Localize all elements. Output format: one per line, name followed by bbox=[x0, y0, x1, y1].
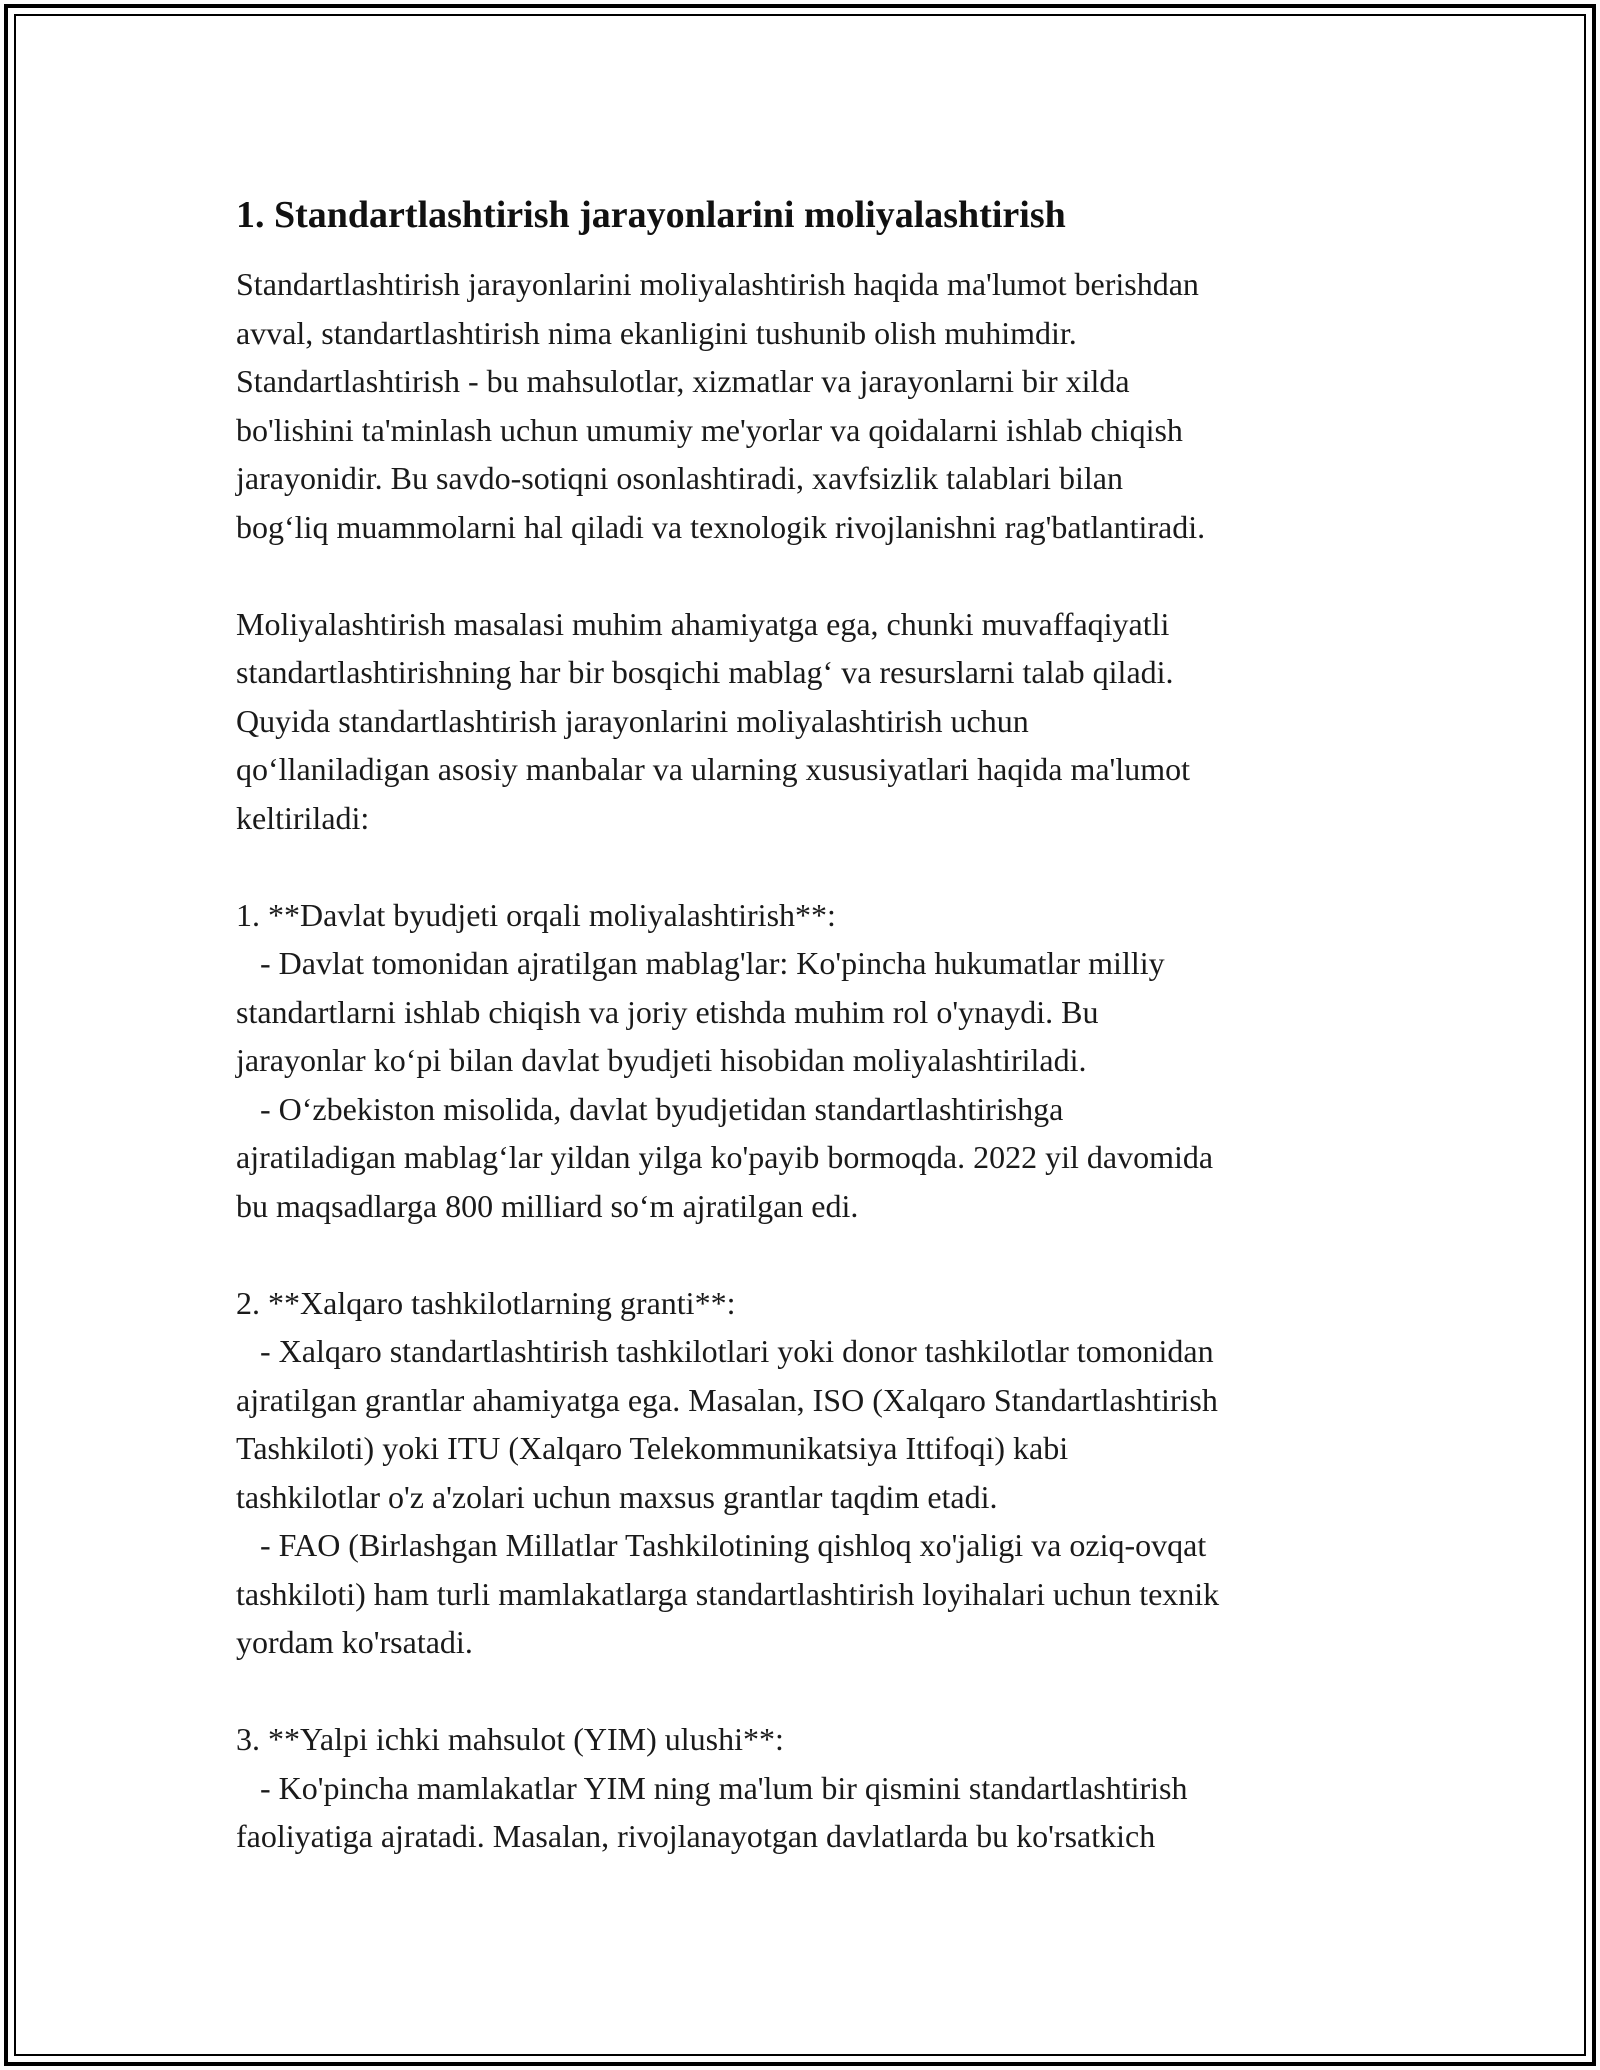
list-item-state-budget bbox=[236, 891, 1376, 1231]
paragraph-spacing bbox=[236, 551, 1376, 600]
text-line: Tashkiloti) yoki ITU (Xalqaro Telekommunikatsiya Ittifoqi) kabi bbox=[236, 1430, 1069, 1466]
text-line: bog‘liq muammolarni hal qiladi va texnologik rivojlanishni rag'batlantiradi. bbox=[236, 508, 1206, 545]
text-line: avval, standartlashtirish nima ekanligini tushunib olish muhimdir. bbox=[236, 314, 1077, 351]
paragraph-spacing bbox=[236, 842, 1376, 891]
text-line: ajratiladigan mablag‘lar yildan yilga ko'payib bormoqda. 2022 yil davomida bbox=[236, 1139, 1214, 1175]
document-title: 1. Standartlashtirish jarayonlarini moliyalashtirish bbox=[236, 194, 1066, 236]
text-line: Standartlashtirish - bu mahsulotlar, xizmatlar va jarayonlarni bir xilda bbox=[236, 363, 1130, 399]
text-line: jarayonlar ko‘pi bilan davlat byudjeti hisobidan moliyalashtiriladi. bbox=[236, 1042, 1087, 1078]
paragraph-funding-importance bbox=[236, 600, 1376, 843]
text-line: yordam ko'rsatadi. bbox=[236, 1624, 473, 1660]
text-line: Moliyalashtirish masalasi muhim ahamiyatga ega, chunki muvaffaqiyatli bbox=[236, 605, 1170, 642]
list-item-heading: 1. **Davlat byudjeti orqali moliyalashtirish**: bbox=[236, 896, 836, 933]
text-line: keltiriladi: bbox=[236, 799, 370, 836]
text-line: qo‘llaniladigan asosiy manbalar va ularning xususiyatlari haqida ma'lumot bbox=[236, 751, 1190, 787]
text-line: - Ko'pincha mamlakatlar YIM ning ma'lum bir qismini standartlashtirish bbox=[236, 1769, 1188, 1806]
text-line: bo'lishini ta'minlash uchun umumiy me'yorlar va qoidalarni ishlab chiqish bbox=[236, 411, 1183, 448]
text-line: - Davlat tomonidan ajratilgan mablag'lar: Ko'pincha hukumatlar milliy bbox=[236, 945, 1165, 981]
text-line: - O‘zbekiston misolida, davlat byudjetidan standartlashtirishga bbox=[236, 1090, 1064, 1127]
paragraph-spacing bbox=[236, 1667, 1376, 1716]
document-body bbox=[236, 186, 1376, 1861]
list-item-international-grants bbox=[236, 1279, 1376, 1667]
text-line: standartlashtirishning har bir bosqichi mablag‘ va resurslarni talab qiladi. bbox=[236, 654, 1174, 690]
list-item-heading: 3. **Yalpi ichki mahsulot (YIM) ulushi**: bbox=[236, 1721, 784, 1757]
text-line: tashkiloti) ham turli mamlakatlarga standartlashtirish loyihalari uchun texnik bbox=[236, 1575, 1220, 1612]
text-line: Standartlashtirish jarayonlarini moliyalashtirish haqida ma'lumot berishdan bbox=[236, 266, 1199, 302]
list-item-heading: 2. **Xalqaro tashkilotlarning granti**: bbox=[236, 1284, 736, 1321]
text-line: standartlarni ishlab chiqish va joriy etishda muhim rol o'ynaydi. Bu bbox=[236, 993, 1099, 1030]
text-line: Quyida standartlashtirish jarayonlarini moliyalashtirish uchun bbox=[236, 702, 1029, 739]
text-line: bu maqsadlarga 800 milliard so‘m ajratilgan edi. bbox=[236, 1187, 859, 1224]
text-line: - FAO (Birlashgan Millatlar Tashkilotining qishloq xo'jaligi va oziq-ovqat bbox=[236, 1527, 1207, 1563]
paragraph-intro bbox=[236, 260, 1376, 551]
text-line: tashkilotlar o'z a'zolari uchun maxsus grantlar taqdim etadi. bbox=[236, 1478, 998, 1515]
list-item-gdp-share bbox=[236, 1715, 1376, 1861]
paragraph-spacing bbox=[236, 1230, 1376, 1279]
text-line: - Xalqaro standartlashtirish tashkilotlari yoki donor tashkilotlar tomonidan bbox=[236, 1333, 1214, 1369]
text-line: jarayonidir. Bu savdo-sotiqni osonlashtiradi, xavfsizlik talablari bilan bbox=[236, 460, 1123, 496]
title-spacing bbox=[236, 244, 1376, 260]
text-line: faoliyatiga ajratadi. Masalan, rivojlanayotgan davlatlarda bu ko'rsatkich bbox=[236, 1818, 1156, 1854]
text-line: ajratilgan grantlar ahamiyatga ega. Masalan, ISO (Xalqaro Standartlashtirish bbox=[236, 1381, 1218, 1418]
